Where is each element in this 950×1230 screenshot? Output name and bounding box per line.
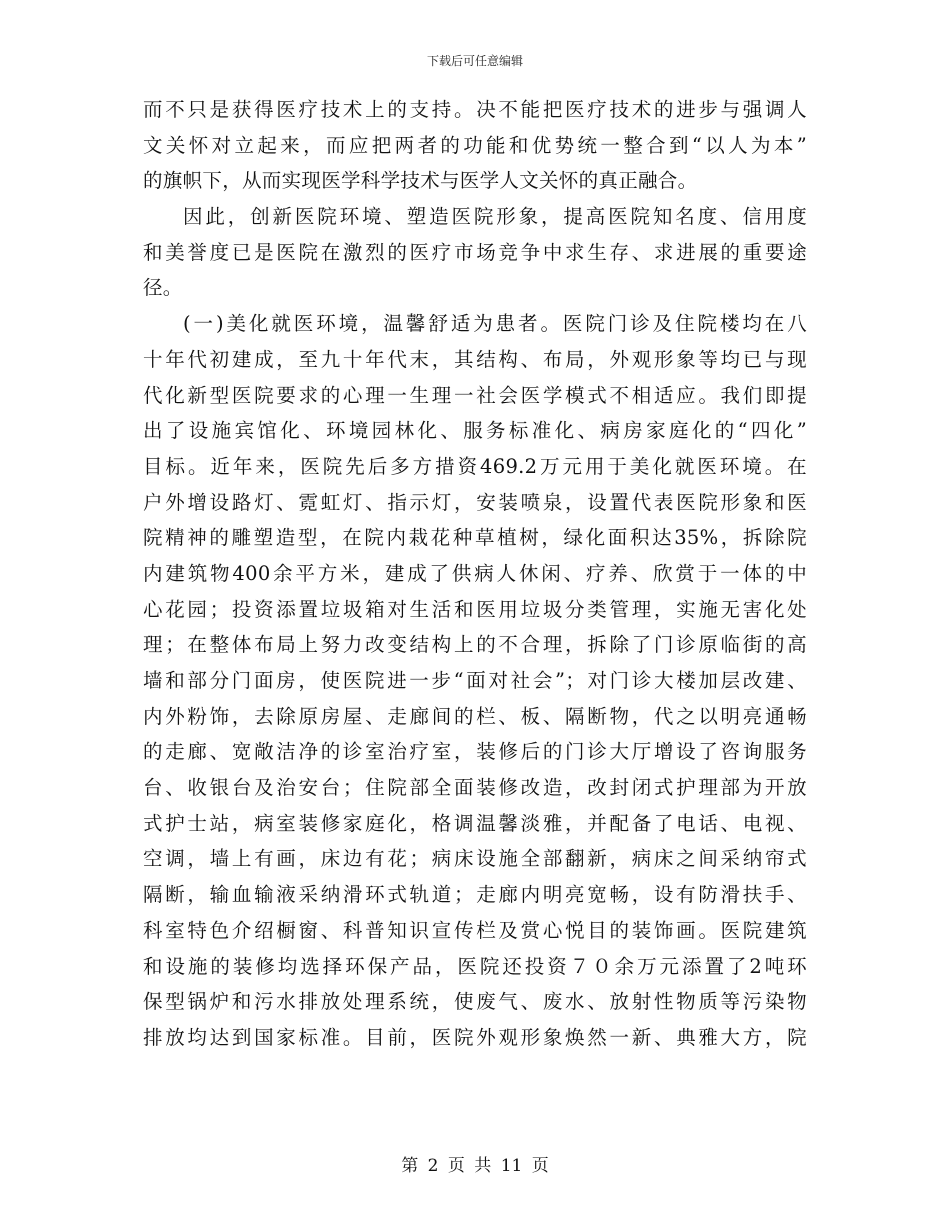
text-line: 内外粉饰，去除原房屋、走廊间的栏、板、隔断物，代之以明亮通畅 — [143, 704, 807, 728]
document-body — [143, 92, 807, 1056]
text-line: 的旗帜下，从而实现医学科学技术与医学人文关怀的真正融合。 — [143, 169, 698, 193]
text-line: 空调，墙上有画，床边有花；病床设施全部翻新，病床之间采纳帘式 — [143, 847, 807, 871]
text-line: 十年代初建成，至九十年代末，其结构、布局，外观形象等均已与现 — [143, 347, 807, 371]
text-line: 排放均达到国家标准。目前，医院外观形象焕然一新、典雅大方，院 — [143, 1025, 807, 1049]
text-line: 代化新型医院要求的心理一生理一社会医学模式不相适应。我们即提 — [143, 383, 807, 407]
page-number-footer: 第 2 页 共 11 页 — [401, 1156, 549, 1176]
text-line: 式护士站，病室装修家庭化，格调温馨淡雅，并配备了电话、电视、 — [143, 811, 807, 835]
text-line: 科室特色介绍橱窗、科普知识宣传栏及赏心悦目的装饰画。医院建筑 — [143, 918, 807, 942]
text-line: 内建筑物400余平方米，建成了供病人休闲、疗养、欣赏于一体的中 — [143, 561, 807, 585]
text-line: 的走廊、宽敞洁净的诊室治疗室，装修后的门诊大厅增设了咨询服务 — [143, 740, 807, 764]
page-header-note: 下载后可任意编辑 — [426, 54, 523, 68]
text-line: 和设施的装修均选择环保产品，医院还投资７０余万元添置了2吨环 — [143, 954, 807, 978]
text-line: 保型锅炉和污水排放处理系统，使废气、废水、放射性物质等污染物 — [143, 990, 807, 1014]
text-line: 隔断，输血输液采纳滑环式轨道；走廊内明亮宽畅，设有防滑扶手、 — [143, 883, 807, 907]
text-line: 而不只是获得医疗技术上的支持。决不能把医疗技术的进步与强调人 — [143, 98, 807, 121]
text-line: 径。 — [143, 276, 183, 300]
text-line: 户外增设路灯、霓虹灯、指示灯，安装喷泉，设置代表医院形象和医 — [143, 490, 807, 514]
text-line: 因此，创新医院环境、塑造医院形象，提高医院知名度、信用度 — [183, 205, 807, 229]
text-line: 台、收银台及治安台；住院部全面装修改造，改封闭式护理部为开放 — [143, 776, 807, 800]
text-line: 和美誉度已是医院在激烈的医疗市场竞争中求生存、求进展的重要途 — [143, 240, 807, 264]
text-line: 院精神的雕塑造型，在院内栽花种草植树，绿化面积达35%，拆除院 — [143, 526, 807, 550]
text-line: 墙和部分门面房，使医院进一步“面对社会”；对门诊大楼加层改建、 — [143, 669, 807, 692]
text-line: 目标。近年来，医院先后多方措资469.2万元用于美化就医环境。在 — [143, 454, 807, 478]
text-line: 出了设施宾馆化、环境园林化、服务标准化、病房家庭化的“四化” — [143, 419, 807, 443]
text-line: 心花园；投资添置垃圾箱对生活和医用垃圾分类管理，实施无害化处 — [143, 597, 807, 621]
text-line: 文关怀对立起来，而应把两者的功能和优势统一整合到“以人为本” — [143, 133, 807, 157]
text-line: (一)美化就医环境，温馨舒适为患者。医院门诊及住院楼均在八 — [183, 312, 807, 336]
text-line: 理；在整体布局上努力改变结构上的不合理，拆除了门诊原临街的高 — [143, 633, 807, 657]
